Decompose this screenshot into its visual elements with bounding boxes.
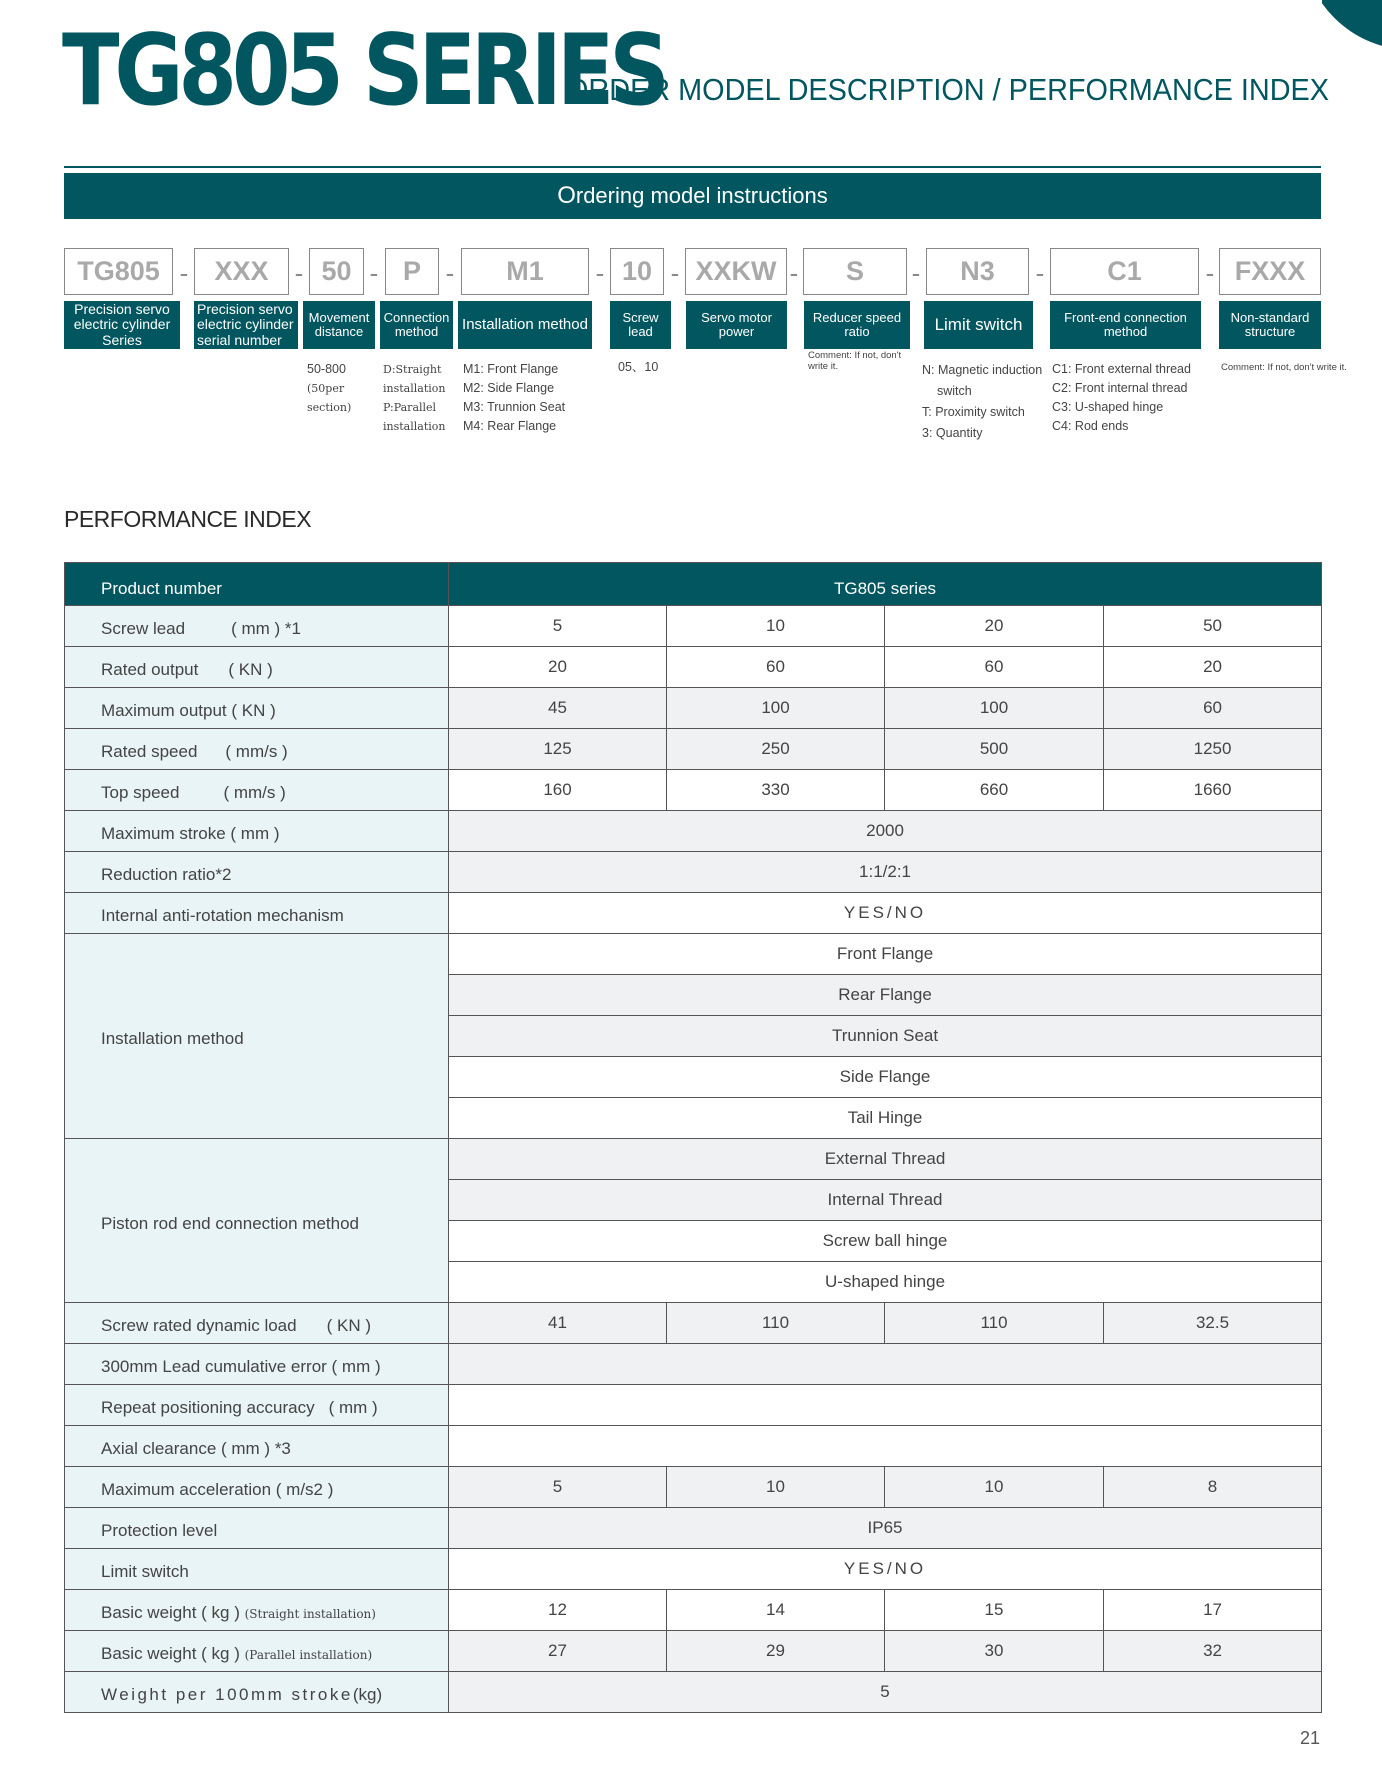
separator: - bbox=[789, 258, 799, 288]
label-screw-lead: Screw lead bbox=[610, 301, 671, 349]
page-number: 21 bbox=[1300, 1728, 1321, 1748]
note-line: installation bbox=[383, 420, 446, 433]
header-label: Product number bbox=[65, 563, 449, 606]
cell: 500 bbox=[885, 729, 1104, 770]
note-line: T: Proximity switch bbox=[922, 405, 1025, 419]
cell: 1660 bbox=[1104, 770, 1322, 811]
table-header-row bbox=[65, 563, 1322, 606]
label-installation: Installation method bbox=[458, 301, 592, 349]
label-text: Screw rated dynamic load bbox=[101, 1316, 297, 1335]
cell: 12 bbox=[449, 1590, 667, 1631]
cell: 20 bbox=[1104, 647, 1322, 688]
note-screw-lead: 05、10 bbox=[618, 360, 659, 374]
cell: 2000 bbox=[449, 811, 1322, 852]
separator: - bbox=[670, 258, 680, 288]
label-unit: ( KN ) bbox=[326, 1316, 371, 1335]
table-row bbox=[65, 1344, 1322, 1385]
cell bbox=[449, 1344, 1322, 1385]
note-line: M3: Trunnion Seat bbox=[463, 400, 566, 414]
table-row bbox=[65, 729, 1322, 770]
label-text: Weight per 100mm stroke bbox=[101, 1685, 353, 1704]
code-box-front-end: C1 bbox=[1050, 248, 1199, 295]
label-nonstandard: Non-standard structure bbox=[1219, 301, 1321, 349]
cell: 110 bbox=[885, 1303, 1104, 1344]
option-cell: Side Flange bbox=[449, 1057, 1322, 1098]
label-reducer: Reducer speed ratio bbox=[804, 301, 910, 349]
cell: 250 bbox=[667, 729, 885, 770]
note-line: C2: Front internal thread bbox=[1052, 381, 1188, 395]
label-unit: ( mm/s ) bbox=[223, 783, 286, 802]
note-line: section) bbox=[307, 401, 352, 414]
note-limit-switch bbox=[922, 360, 1042, 444]
cell: IP65 bbox=[449, 1508, 1322, 1549]
cell: 160 bbox=[449, 770, 667, 811]
option-cell: External Thread bbox=[449, 1139, 1322, 1180]
row-label bbox=[65, 606, 449, 647]
note-line: 50-800 bbox=[307, 362, 346, 376]
table-row bbox=[65, 688, 1322, 729]
row-label: Piston rod end connection method bbox=[65, 1139, 449, 1303]
table-row bbox=[65, 1139, 1322, 1180]
label-front-end: Front-end connection method bbox=[1050, 301, 1201, 349]
band-title-first: O bbox=[557, 182, 576, 209]
series-title: TG805 SERIES bbox=[62, 14, 665, 128]
row-label bbox=[65, 1672, 449, 1713]
cell: 125 bbox=[449, 729, 667, 770]
separator: - bbox=[911, 258, 921, 288]
table-row bbox=[65, 1385, 1322, 1426]
cell bbox=[449, 1385, 1322, 1426]
cell: 45 bbox=[449, 688, 667, 729]
label-limit-switch: Limit switch bbox=[924, 301, 1033, 349]
label-text: Basic weight ( kg ) bbox=[101, 1644, 240, 1663]
table-row bbox=[65, 1508, 1322, 1549]
label-unit: (kg) bbox=[352, 1685, 383, 1704]
code-box-limit-switch: N3 bbox=[926, 248, 1029, 295]
cell: 8 bbox=[1104, 1467, 1322, 1508]
cell: 60 bbox=[885, 647, 1104, 688]
label-sub: (Parallel installation) bbox=[244, 1648, 373, 1662]
separator: - bbox=[445, 258, 455, 288]
label-text: Screw lead bbox=[101, 619, 186, 638]
cell: 5 bbox=[449, 1467, 667, 1508]
cell: 5 bbox=[449, 1672, 1322, 1713]
cell: 32 bbox=[1104, 1631, 1322, 1672]
performance-table bbox=[64, 562, 1322, 1713]
cell: 32.5 bbox=[1104, 1303, 1322, 1344]
label-serial: Precision servo electric cylinder serial number bbox=[194, 301, 298, 349]
divider-line bbox=[64, 166, 1321, 168]
page-subtitle: ORDER MODEL DESCRIPTION / PERFORMANCE INDEX bbox=[566, 72, 1330, 107]
row-label bbox=[65, 647, 449, 688]
table-row bbox=[65, 893, 1322, 934]
table-row bbox=[65, 770, 1322, 811]
label-unit: ( KN ) bbox=[228, 660, 273, 679]
note-line: 3: Quantity bbox=[922, 426, 983, 440]
note-line: C4: Rod ends bbox=[1052, 419, 1129, 433]
table-row bbox=[65, 606, 1322, 647]
code-box-distance: 50 bbox=[309, 248, 364, 295]
ordering-band bbox=[64, 173, 1321, 219]
note-line: M4: Rear Flange bbox=[463, 419, 557, 433]
row-label bbox=[65, 770, 449, 811]
label-unit: ( mm/s ) bbox=[225, 742, 288, 761]
note-line: M2: Side Flange bbox=[463, 381, 555, 395]
row-label: Maximum output ( KN ) bbox=[65, 688, 449, 729]
code-box-motor-power: XXKW bbox=[685, 248, 787, 295]
code-box-serial: XXX bbox=[194, 248, 289, 295]
cell: 1250 bbox=[1104, 729, 1322, 770]
cell: 27 bbox=[449, 1631, 667, 1672]
cell: 20 bbox=[885, 606, 1104, 647]
table-row bbox=[65, 1672, 1322, 1713]
note-front-end bbox=[1052, 360, 1191, 436]
cell: 14 bbox=[667, 1590, 885, 1631]
cell: 60 bbox=[667, 647, 885, 688]
table-row bbox=[65, 1303, 1322, 1344]
row-label bbox=[65, 1631, 449, 1672]
row-label: Maximum acceleration ( m/s2 ) bbox=[65, 1467, 449, 1508]
cell: 660 bbox=[885, 770, 1104, 811]
cell: 330 bbox=[667, 770, 885, 811]
code-box-installation: M1 bbox=[461, 248, 589, 295]
table-row bbox=[65, 1426, 1322, 1467]
option-cell: Internal Thread bbox=[449, 1180, 1322, 1221]
cell: 41 bbox=[449, 1303, 667, 1344]
row-label: Axial clearance ( mm ) *3 bbox=[65, 1426, 449, 1467]
cell: 10 bbox=[667, 606, 885, 647]
note-line: D:Straight bbox=[383, 363, 442, 376]
note-connection bbox=[383, 360, 445, 436]
separator: - bbox=[1205, 258, 1215, 288]
table-row bbox=[65, 934, 1322, 975]
table-row bbox=[65, 1590, 1322, 1631]
label-motor-power: Servo motor power bbox=[686, 301, 787, 349]
note-line: installation bbox=[383, 382, 446, 395]
note-line: C3: U-shaped hinge bbox=[1052, 400, 1164, 414]
note-line: P:Parallel bbox=[383, 401, 437, 414]
note-reducer: Comment: If not, don't write it. bbox=[808, 350, 902, 372]
corner-decoration bbox=[1322, 0, 1382, 50]
band-title-rest: rdering model instructions bbox=[575, 183, 828, 208]
table-row bbox=[65, 1631, 1322, 1672]
separator: - bbox=[369, 258, 379, 288]
label-text: Rated output bbox=[101, 660, 199, 679]
cell: 29 bbox=[667, 1631, 885, 1672]
performance-title: PERFORMANCE INDEX bbox=[64, 506, 312, 532]
row-label bbox=[65, 1303, 449, 1344]
code-box-reducer: S bbox=[803, 248, 907, 295]
option-cell: Screw ball hinge bbox=[449, 1221, 1322, 1262]
label-connection: Connection method bbox=[380, 301, 453, 349]
table-row bbox=[65, 1467, 1322, 1508]
label-series: Precision servo electric cylinder Series bbox=[64, 301, 180, 349]
cell: 110 bbox=[667, 1303, 885, 1344]
cell bbox=[449, 1426, 1322, 1467]
table-row bbox=[65, 852, 1322, 893]
table-row bbox=[65, 811, 1322, 852]
cell: 10 bbox=[667, 1467, 885, 1508]
separator: - bbox=[179, 258, 189, 288]
note-line: M1: Front Flange bbox=[463, 362, 559, 376]
row-label bbox=[65, 1385, 449, 1426]
cell: 5 bbox=[449, 606, 667, 647]
table-row bbox=[65, 647, 1322, 688]
row-label: Reduction ratio*2 bbox=[65, 852, 449, 893]
label-distance: Movement distance bbox=[303, 301, 375, 349]
separator: - bbox=[595, 258, 605, 288]
cell: 30 bbox=[885, 1631, 1104, 1672]
cell: YES/NO bbox=[449, 893, 1322, 934]
code-box-connection: P bbox=[385, 248, 439, 295]
cell: 60 bbox=[1104, 688, 1322, 729]
cell: 17 bbox=[1104, 1590, 1322, 1631]
cell: 50 bbox=[1104, 606, 1322, 647]
cell: 20 bbox=[449, 647, 667, 688]
label-text: Basic weight ( kg ) bbox=[101, 1603, 240, 1622]
header-value: TG805 series bbox=[449, 563, 1322, 606]
separator: - bbox=[1035, 258, 1045, 288]
cell: YES/NO bbox=[449, 1549, 1322, 1590]
note-nonstandard: Comment: If not, don't write it. bbox=[1221, 362, 1347, 373]
row-label bbox=[65, 729, 449, 770]
code-box-nonstandard: FXXX bbox=[1219, 248, 1321, 295]
note-line: switch bbox=[937, 384, 972, 398]
label-unit: ( mm ) bbox=[328, 1398, 378, 1417]
label-text: Rated speed bbox=[101, 742, 198, 761]
row-label: 300mm Lead cumulative error ( mm ) bbox=[65, 1344, 449, 1385]
note-line: N: Magnetic induction bbox=[922, 363, 1043, 377]
code-box-series: TG805 bbox=[64, 248, 173, 295]
option-cell: U-shaped hinge bbox=[449, 1262, 1322, 1303]
cell: 15 bbox=[885, 1590, 1104, 1631]
cell: 1:1/2:1 bbox=[449, 852, 1322, 893]
cell: 100 bbox=[885, 688, 1104, 729]
option-cell: Rear Flange bbox=[449, 975, 1322, 1016]
label-text: Top speed bbox=[101, 783, 180, 802]
label-text: Repeat positioning accuracy bbox=[101, 1398, 315, 1417]
row-label: Limit switch bbox=[65, 1549, 449, 1590]
note-installation bbox=[463, 360, 565, 436]
label-sub: (Straight installation) bbox=[244, 1607, 376, 1621]
row-label: Protection level bbox=[65, 1508, 449, 1549]
row-label: Maximum stroke ( mm ) bbox=[65, 811, 449, 852]
note-line: C1: Front external thread bbox=[1052, 362, 1191, 376]
code-box-screw-lead: 10 bbox=[610, 248, 664, 295]
cell: 100 bbox=[667, 688, 885, 729]
cell: 10 bbox=[885, 1467, 1104, 1508]
row-label bbox=[65, 1590, 449, 1631]
option-cell: Front Flange bbox=[449, 934, 1322, 975]
note-movement bbox=[307, 360, 351, 417]
note-line: (50per bbox=[307, 382, 345, 395]
label-unit: ( mm ) *1 bbox=[231, 619, 301, 638]
option-cell: Trunnion Seat bbox=[449, 1016, 1322, 1057]
row-label: Installation method bbox=[65, 934, 449, 1139]
option-cell: Tail Hinge bbox=[449, 1098, 1322, 1139]
separator: - bbox=[294, 258, 304, 288]
row-label: Internal anti-rotation mechanism bbox=[65, 893, 449, 934]
table-row bbox=[65, 1549, 1322, 1590]
